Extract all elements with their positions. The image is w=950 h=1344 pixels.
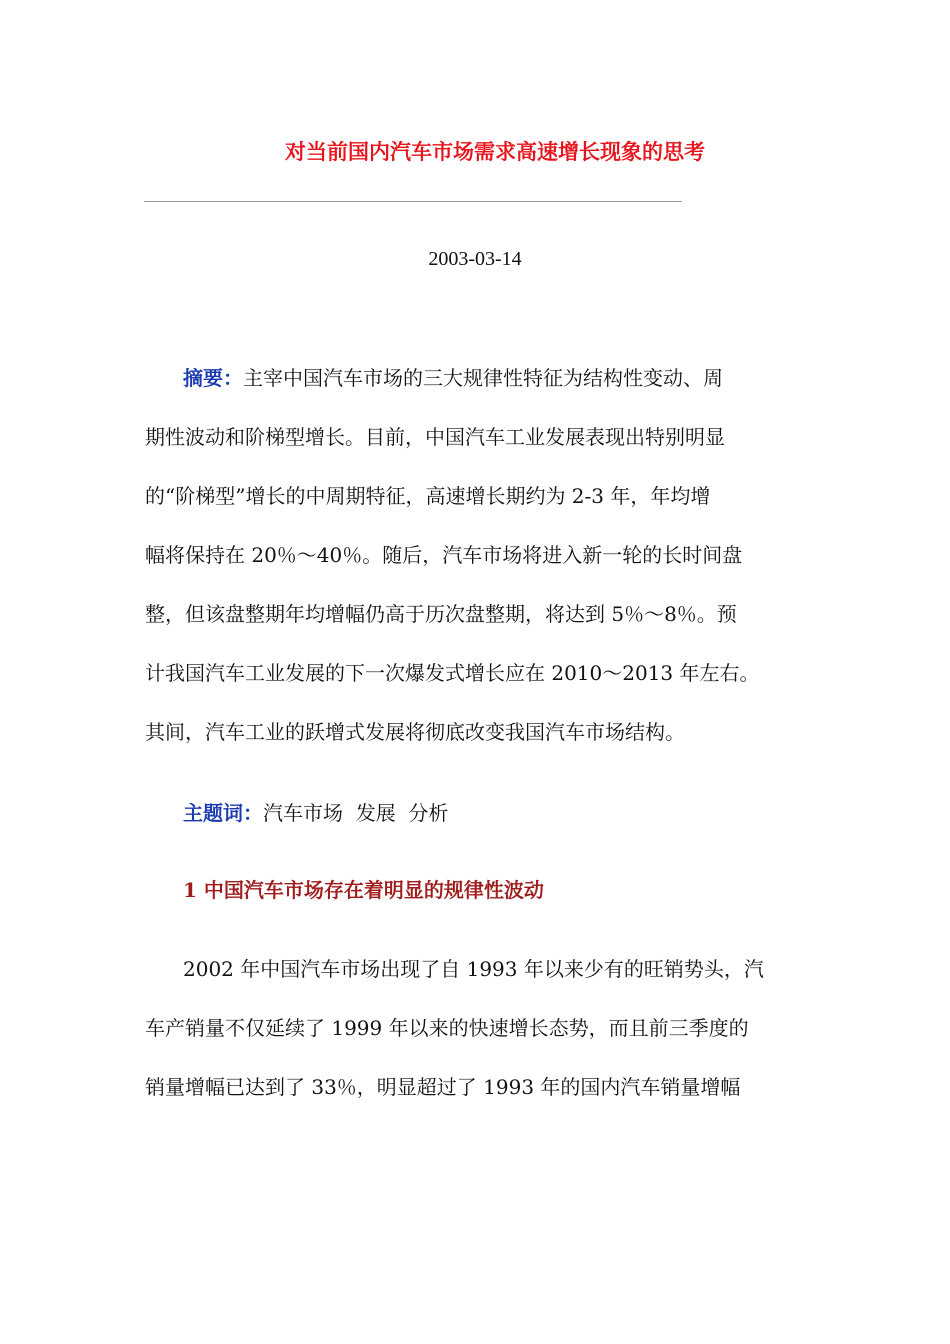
section-line: 销量增幅已达到了 33％，明显超过了 1993 年的国内汽车销量增幅 [145,1075,741,1099]
keywords-paragraph [145,784,805,843]
abstract-line: 的“阶梯型”增长的中周期特征，高速增长期约为 2-3 年，年均增 [145,484,711,508]
abstract-line: 其间，汽车工业的跃增式发展将彻底改变我国汽车市场结构。 [145,720,685,744]
keywords-label: 主题词： [183,801,263,825]
abstract-line-text: 主宰中国汽车市场的三大规律性特征为结构性变动、周 [243,366,723,390]
publish-date: 2003-03-14 [428,248,522,270]
abstract-label: 摘要： [183,366,243,390]
section-line: 2002 年中国汽车市场出现了自 1993 年以来少有的旺销势头，汽 [183,957,764,981]
section-heading: 1 中国汽车市场存在着明显的规律性波动 [183,878,544,902]
keywords-line [145,784,805,843]
abstract-line [145,349,805,408]
keywords-text: 汽车市场 发展 分析 [263,801,449,825]
section-paragraph [145,940,805,1117]
abstract-line: 计我国汽车工业发展的下一次爆发式增长应在 2010～2013 年左右。 [145,661,760,685]
abstract-line: 期性波动和阶梯型增长。目前，中国汽车工业发展表现出特别明显 [145,425,725,449]
section-line: 车产销量不仅延续了 1999 年以来的快速增长态势，而且前三季度的 [145,1016,749,1040]
abstract-line: 整，但该盘整期年均增幅仍高于历次盘整期，将达到 5％～8％。预 [145,602,737,626]
document-title: 对当前国内汽车市场需求高速增长现象的思考 [285,139,705,164]
abstract-paragraph [145,349,805,762]
title-divider [144,201,682,202]
abstract-line: 幅将保持在 20％～40％。随后，汽车市场将进入新一轮的长时间盘 [145,543,743,567]
